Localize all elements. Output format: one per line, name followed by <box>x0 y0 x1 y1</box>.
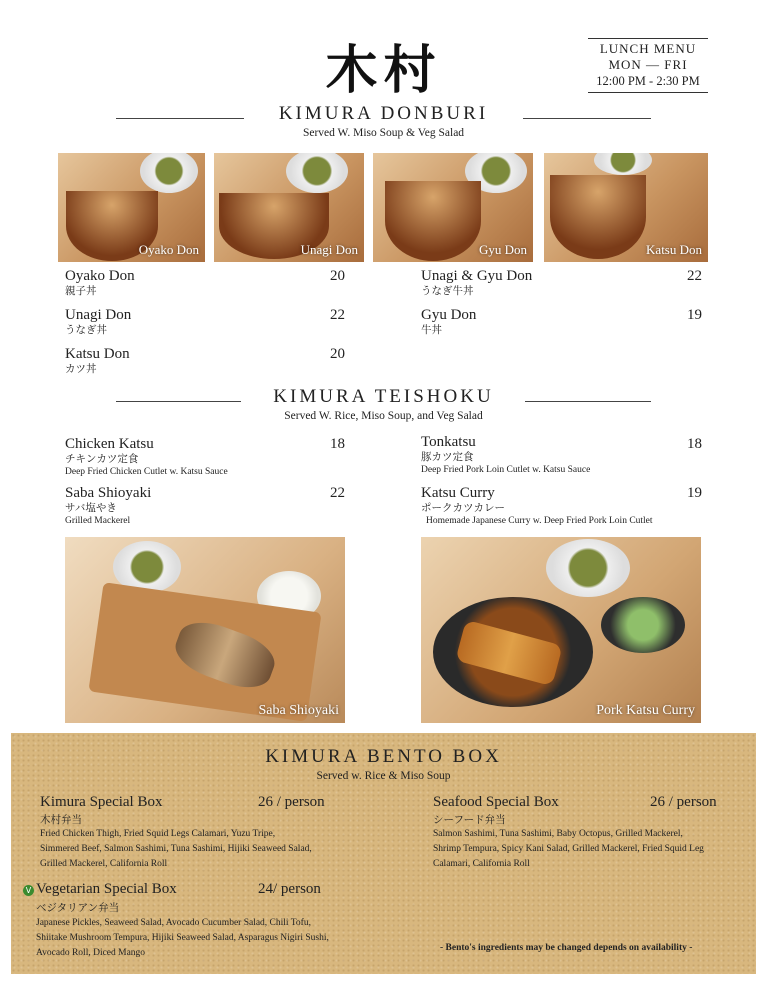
item-price: 22 <box>330 307 345 323</box>
item-jp: 牛丼 <box>421 324 442 336</box>
bento-item-seafood-special: Seafood Special Box <box>433 794 559 810</box>
desc-line: Shrimp Tempura, Spicy Kani Salad, Grilled Mackerel, Fried Squid Leg <box>433 844 704 854</box>
item-jp: ポークカツカレー <box>421 502 505 514</box>
teishoku-subtitle: Served W. Rice, Miso Soup, and Veg Salad <box>284 410 483 422</box>
item-price: 22 <box>330 485 345 501</box>
menu-item-unagi-gyu-don <box>421 268 532 298</box>
bento-item-vegetarian-special: Vegetarian Special Box <box>36 881 177 897</box>
item-name: Katsu Curry <box>421 485 495 501</box>
photo-pork-katsu-curry <box>421 537 701 723</box>
item-name: Tonkatsu <box>421 434 476 450</box>
desc-line: Japanese Pickles, Seaweed Salad, Avocado Cucumber Salad, Chili Tofu, <box>36 918 311 928</box>
photo-oyako-don <box>58 153 205 262</box>
lunch-days: MON — FRI <box>608 57 688 72</box>
photo-gyu-don <box>373 153 533 262</box>
menu-item-saba-shioyaki <box>65 485 151 527</box>
donburi-subtitle: Served W. Miso Soup & Veg Salad <box>302 127 465 139</box>
item-description: Homemade Japanese Curry w. Deep Fried Pork Loin Cutlet <box>426 516 653 526</box>
restaurant-logo: 木村 <box>325 41 442 101</box>
item-jp: うなぎ牛丼 <box>421 285 474 297</box>
item-description: Deep Fried Chicken Cutlet w. Katsu Sauce <box>65 467 228 477</box>
lunch-time: 12:00 PM - 2:30 PM <box>596 74 700 88</box>
item-description: Grilled Mackerel <box>65 516 131 526</box>
item-jp: チキンカツ定食 <box>65 453 139 465</box>
vegetarian-icon: V <box>23 885 34 896</box>
photo-caption: Pork Katsu Curry <box>596 703 695 718</box>
item-price: 20 <box>330 346 345 362</box>
desc-line: Salmon Sashimi, Tuna Sashimi, Baby Octopus, Grilled Mackerel, <box>433 829 683 839</box>
menu-item-chicken-katsu <box>65 436 228 478</box>
photo-caption: Saba Shioyaki <box>258 703 339 718</box>
item-price: 26 / person <box>650 794 717 810</box>
bento-title: KIMURA BENTO BOX <box>265 746 502 767</box>
desc-line: Shiitake Mushroom Tempura, Hijiki Seaweed Salad, Asparagus Nigiri Sushi, <box>36 933 329 943</box>
item-name: Unagi Don <box>65 307 132 323</box>
photo-unagi-don <box>214 153 364 262</box>
item-name: Oyako Don <box>65 268 135 284</box>
bento-item-kimura-special: Kimura Special Box <box>40 794 163 810</box>
item-price: 22 <box>687 268 702 284</box>
item-name: Gyu Don <box>421 307 477 323</box>
item-jp: 木村弁当 <box>40 814 82 826</box>
photo-caption: Gyu Don <box>478 242 527 257</box>
photo-caption: Katsu Don <box>646 242 702 257</box>
desc-line: Grilled Mackerel, California Roll <box>40 859 168 869</box>
menu-item-katsu-curry <box>421 485 653 527</box>
menu-item-gyu-don <box>421 307 476 337</box>
desc-line: Avocado Roll, Diced Mango <box>36 948 146 958</box>
photo-caption: Oyako Don <box>138 242 199 257</box>
photo-katsu-don <box>544 153 708 262</box>
teishoku-title: KIMURA TEISHOKU <box>273 386 494 407</box>
menu-item-katsu-don <box>65 346 130 376</box>
item-price: 26 / person <box>258 794 325 810</box>
item-description <box>433 827 704 872</box>
item-description: Deep Fried Pork Loin Cutlet w. Katsu Sauce <box>421 465 591 475</box>
desc-line: Calamari, California Roll <box>433 859 530 869</box>
menu-item-tonkatsu <box>421 434 590 476</box>
desc-line: Simmered Beef, Salmon Sashimi, Tuna Sashimi, Hijiki Seaweed Salad, <box>40 844 312 854</box>
item-jp: うなぎ丼 <box>65 324 107 336</box>
photo-saba-shioyaki <box>65 537 345 723</box>
donburi-title: KIMURA DONBURI <box>278 103 489 124</box>
item-name: Saba Shioyaki <box>65 485 152 501</box>
item-price: 19 <box>687 307 702 323</box>
item-name: Unagi & Gyu Don <box>421 268 533 284</box>
item-description <box>40 827 312 872</box>
item-jp: 親子丼 <box>65 285 97 297</box>
photo-caption: Unagi Don <box>300 242 358 257</box>
item-name: Katsu Don <box>65 346 130 362</box>
item-price: 19 <box>687 485 702 501</box>
lunch-label: LUNCH MENU <box>599 41 697 56</box>
menu-item-unagi-don <box>65 307 131 337</box>
item-jp: サバ塩やき <box>65 502 117 514</box>
item-description <box>36 916 329 961</box>
item-name: Chicken Katsu <box>65 436 154 452</box>
item-jp: カツ丼 <box>65 363 97 375</box>
bento-subtitle: Served w. Rice & Miso Soup <box>316 770 451 782</box>
item-jp: ベジタリアン弁当 <box>36 902 120 914</box>
item-price: 18 <box>330 436 345 452</box>
menu-item-oyako-don <box>65 268 135 298</box>
item-price: 20 <box>330 268 345 284</box>
bento-note: - Bento's ingredients may be changed depends on availability - <box>440 943 693 953</box>
desc-line: Fried Chicken Thigh, Fried Squid Legs Calamari, Yuzu Tripe, <box>40 829 276 839</box>
item-jp: シーフード弁当 <box>433 814 506 826</box>
item-price: 18 <box>687 436 702 452</box>
item-price: 24/ person <box>258 881 321 897</box>
lunch-hours-box <box>588 38 708 93</box>
item-jp: 豚カツ定食 <box>421 451 474 463</box>
